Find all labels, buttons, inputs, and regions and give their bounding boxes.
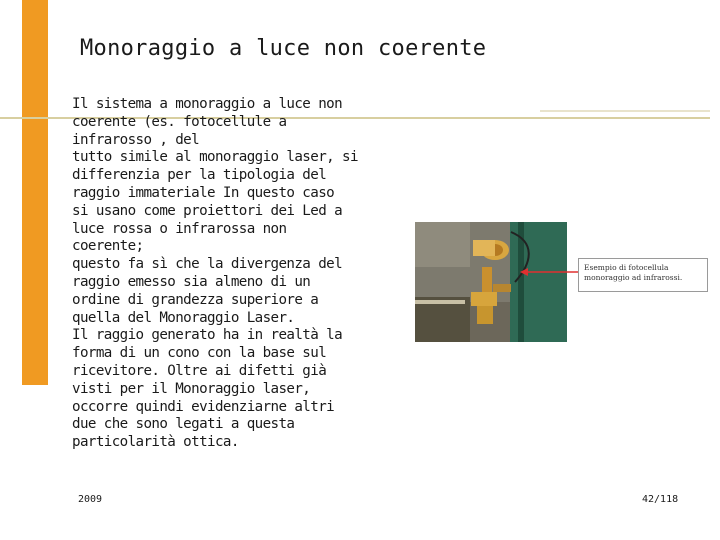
photo-caption-callout: Esempio di fotocellula monoraggio ad infrarossi. <box>578 258 708 292</box>
accent-bar <box>22 0 48 385</box>
slide-body-text: Il sistema a monoraggio a luce non coerente (es. fotocellule a infrarosso , del tutto simile al monoraggio laser, si differenzia per la tipologia del raggio immateriale In questo caso si usano come proiettori dei Led a luce rossa o infrarossa non coerente; questo fa sì che la divergenza del raggio emesso sia almeno di un ordine di grandezza superiore a quella del Monoraggio Laser. Il raggio generato ha in realtà la forma di un cono con la base sul ricevitore. Oltre ai difetti già visti per il Monoraggio laser, occorre quindi evidenziarne altri due che sono legati a questa particolarità ottica. <box>72 96 358 451</box>
slide-title: Monoraggio a luce non coerente <box>80 36 487 61</box>
rule-right-segment <box>540 110 710 112</box>
page-number: 42/118 <box>642 494 679 505</box>
footer-year: 2009 <box>78 494 103 505</box>
callout-arrow <box>518 262 580 282</box>
photocell-photo <box>415 222 567 342</box>
